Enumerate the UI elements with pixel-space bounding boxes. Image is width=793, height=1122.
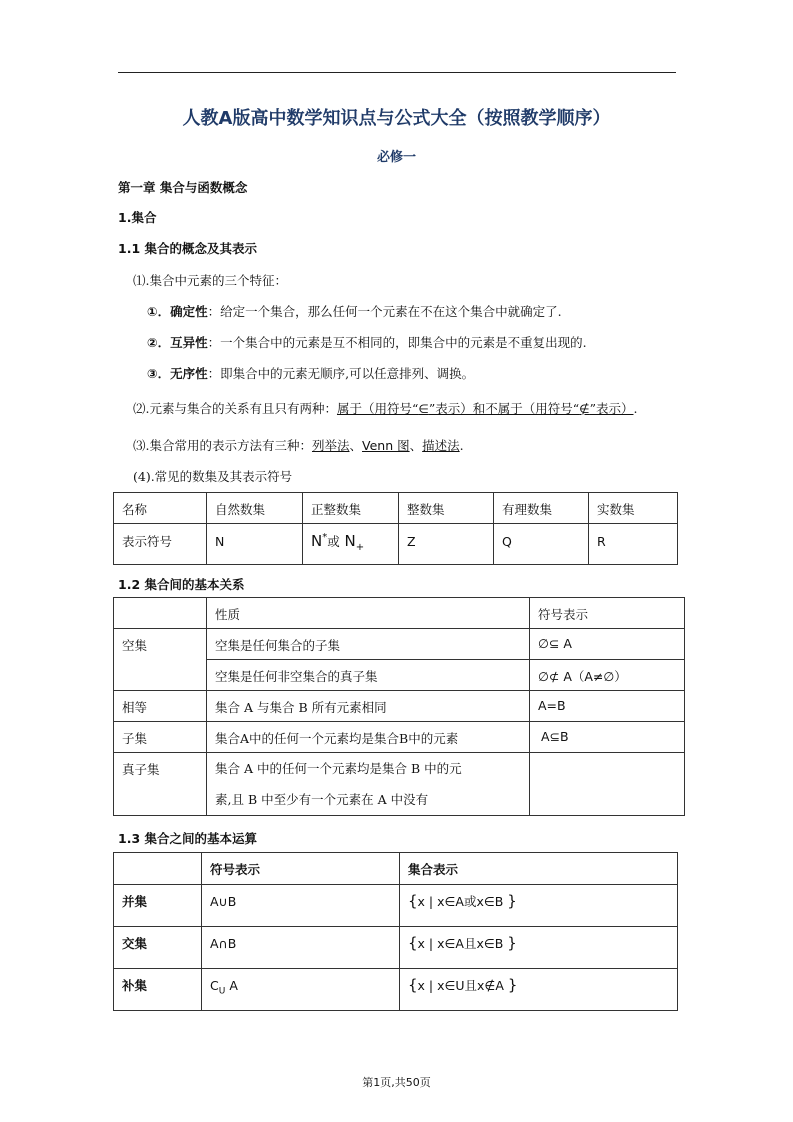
table-cell: 空集是任何集合的子集 xyxy=(207,629,530,660)
feature-text: ：一个集合中的元素是互不相同的，即集合中的元素是不重复出现的. xyxy=(207,335,587,350)
p2-part1: 属于（用符号“ xyxy=(336,401,419,416)
complement-a: A xyxy=(229,978,238,993)
feature-name: 互异性 xyxy=(170,335,208,350)
set-operation-table xyxy=(113,852,678,1011)
feature-num: ②． xyxy=(147,335,171,350)
table-row xyxy=(114,927,678,969)
page-footer: 第1页,共50页 xyxy=(362,1076,431,1089)
table-row xyxy=(114,969,678,1011)
separator: 、 xyxy=(409,438,423,453)
table-cell xyxy=(400,927,678,969)
header-rule xyxy=(118,72,676,73)
set-expression: x | x∈A或x∈B xyxy=(417,894,504,909)
feature-name: 无序性 xyxy=(170,366,208,381)
table-cell: 整数集 xyxy=(399,493,494,524)
table-cell: A∩B xyxy=(202,927,400,969)
set-expression: x | x∈U且x∉A xyxy=(417,978,504,993)
left-brace: { xyxy=(408,976,418,994)
method-description: 描述法 xyxy=(422,438,460,453)
feature-num: ①． xyxy=(147,304,171,319)
positive-int-symbol xyxy=(303,524,399,565)
complement-c: C xyxy=(210,978,219,993)
feature-text: ：即集合中的元素无顺序,可以任意排列、调换。 xyxy=(207,366,475,381)
sym-n: N xyxy=(344,532,356,550)
table-row xyxy=(114,629,685,660)
table-cell xyxy=(530,753,685,816)
table-cell: ∅⊄ A（A≠∅） xyxy=(530,660,685,691)
table-row xyxy=(114,691,685,722)
paragraph-3 xyxy=(133,436,464,454)
separator: 、 xyxy=(349,438,363,453)
table-cell: 表示符号 xyxy=(114,524,207,565)
table-cell xyxy=(114,853,202,885)
left-brace: { xyxy=(408,934,418,952)
table-cell: 子集 xyxy=(114,722,207,753)
table-cell: A⊆B xyxy=(530,722,685,753)
p3-end: . xyxy=(459,438,464,453)
method-venn: Venn 图 xyxy=(362,438,410,453)
complement-u: U xyxy=(218,986,226,997)
table-cell: 补集 xyxy=(114,969,202,1011)
chapter-heading: 第一章 集合与函数概念 xyxy=(118,180,248,195)
paragraph-4: (4).常见的数集及其表示符号 xyxy=(133,469,293,484)
table-cell: 名称 xyxy=(114,493,207,524)
table-cell: 集合A中的任何一个元素均是集合B中的元素 xyxy=(207,722,530,753)
belongs-symbol: ∈ xyxy=(418,402,429,416)
table-cell: 集合 A 与集合 B 所有元素相同 xyxy=(207,691,530,722)
paragraph-2 xyxy=(133,399,637,417)
set-relation-table xyxy=(113,597,685,816)
table-cell xyxy=(114,598,207,629)
p3-prefix: ⑶.集合常用的表示方法有三种： xyxy=(133,438,312,453)
prop-line: 集合 A 中的任何一个元素均是集合 B 中的元 xyxy=(215,761,462,776)
table-cell: 空集是任何非空集合的真子集 xyxy=(207,660,530,691)
paragraph-1: ⑴.集合中元素的三个特征： xyxy=(133,273,287,288)
table-cell: 真子集 xyxy=(114,753,207,816)
right-brace: } xyxy=(507,976,518,994)
table-cell: 集合表示 xyxy=(400,853,678,885)
table-cell: 相等 xyxy=(114,691,207,722)
section-heading-1: 1.集合 xyxy=(118,210,157,225)
not-belongs-symbol: ∉ xyxy=(579,402,590,416)
feature-text: ：给定一个集合，那么任何一个元素在不在这个集合中就确定了. xyxy=(207,304,562,319)
p2-part2: ”表示）和不属于（用符号“ xyxy=(428,401,580,416)
table-cell: ∅⊆ A xyxy=(530,629,685,660)
integer-symbol: Z xyxy=(399,524,494,565)
table-cell: 自然数集 xyxy=(207,493,303,524)
table-cell: 空集 xyxy=(114,629,207,691)
method-enumeration: 列举法 xyxy=(311,438,350,453)
table-cell: A∪B xyxy=(202,885,400,927)
natural-symbol: N xyxy=(207,524,303,565)
real-symbol: R xyxy=(589,524,678,565)
p2-belongs xyxy=(337,401,634,416)
p2-part3: ”表示） xyxy=(589,401,634,416)
feature-num: ③． xyxy=(147,366,171,381)
table-row xyxy=(114,524,678,565)
set-expression: x | x∈A且x∈B xyxy=(417,936,504,951)
document-title: 人教A版高中数学知识点与公式大全（按照教学顺序） xyxy=(182,108,611,129)
section-heading-1-2: 1.2 集合间的基本关系 xyxy=(118,577,245,592)
table-row xyxy=(114,753,685,816)
table-cell xyxy=(202,969,400,1011)
table-cell xyxy=(400,969,678,1011)
table-cell: 符号表示 xyxy=(202,853,400,885)
section-heading-1-1: 1.1 集合的概念及其表示 xyxy=(118,241,257,256)
table-cell: 性质 xyxy=(207,598,530,629)
sym-or: 或 xyxy=(327,534,340,549)
sym-star: * xyxy=(322,532,328,543)
feature-item-1 xyxy=(147,302,562,320)
right-brace: } xyxy=(507,934,517,952)
table-cell xyxy=(400,885,678,927)
feature-item-2 xyxy=(147,333,587,351)
number-set-table xyxy=(113,492,678,565)
table-cell: 符号表示 xyxy=(530,598,685,629)
sym-plus: + xyxy=(355,542,365,553)
document-subtitle: 必修一 xyxy=(376,150,416,165)
rational-symbol: Q xyxy=(494,524,589,565)
section-heading-1-3: 1.3 集合之间的基本运算 xyxy=(118,831,257,846)
prop-line: 素,且 B 中至少有一个元素在 A 中没有 xyxy=(215,792,429,807)
left-brace: { xyxy=(408,892,418,910)
table-row xyxy=(114,885,678,927)
table-cell: 交集 xyxy=(114,927,202,969)
feature-item-3 xyxy=(147,364,474,382)
table-cell: 有理数集 xyxy=(494,493,589,524)
sym-n: N xyxy=(311,532,323,550)
table-row xyxy=(114,493,678,524)
table-row xyxy=(114,598,685,629)
feature-name: 确定性 xyxy=(170,304,208,319)
table-row xyxy=(114,722,685,753)
right-brace: } xyxy=(507,892,517,910)
table-cell: 实数集 xyxy=(589,493,678,524)
p2-prefix: ⑵.元素与集合的关系有且只有两种： xyxy=(133,401,337,416)
table-cell: 并集 xyxy=(114,885,202,927)
table-row xyxy=(114,853,678,885)
table-cell xyxy=(207,753,530,816)
p2-end: . xyxy=(633,401,638,416)
table-cell: A=B xyxy=(530,691,685,722)
table-cell: 正整数集 xyxy=(303,493,399,524)
